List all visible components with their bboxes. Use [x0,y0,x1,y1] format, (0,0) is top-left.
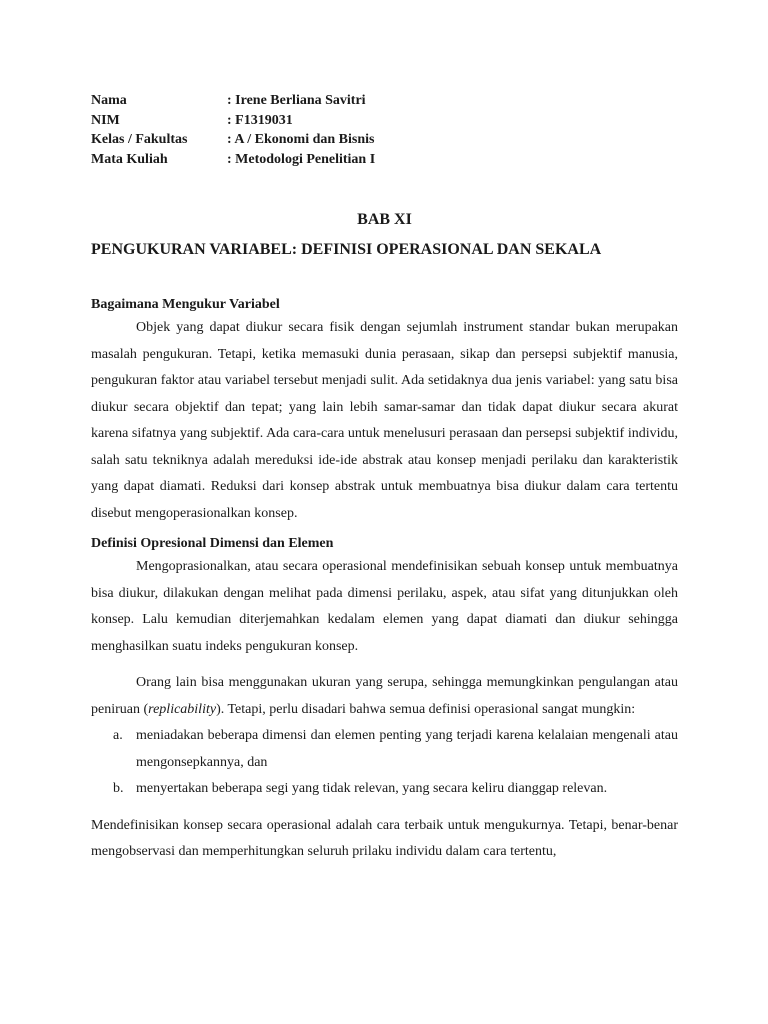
list-marker: a. [113,728,123,743]
chapter-title: PENGUKURAN VARIABEL: DEFINISI OPERASIONAL DAN SEKALA [91,241,602,258]
section1-paragraph: Objek yang dapat diukur secara fisik dengan sejumlah instrument standar bukan merupakan masalah pengukuran. Tetapi, ketika memasuki dunia perasaan, sikap dan persepsi subjektif manusia, pengukuran faktor atau variabel tersebut menjadi sulit. Ada setidaknya dua jenis variabel: yang satu bisa diukur secara objektif dan tepat; yang lain lebih samar-samar dan tidak dapat diukur secara akurat karena sifatnya yang subjektif. Ada cara-cara untuk menelusuri perasaan dan persepsi subjektif individu, salah satu tekniknya adalah mereduksi ide-ide abstrak atau konsep menjadi perilaku dan karakteristik yang dapat diamati. Reduksi dari konsep abstrak untuk membuatnya bisa diukur dalam cara tertentu disebut mengoperasionalkan konsep. [91,320,678,521]
student-identity-block [91,91,678,169]
section2-paragraph-2 [91,670,678,723]
replicability-term: replicability [148,701,217,717]
identity-label-nim: NIM [91,112,120,128]
list-item [91,776,678,803]
identity-label-kelas: Kelas / Fakultas [91,132,188,147]
paragraph2-text-after: ). Tetapi, perlu disadari bahwa semua definisi operasional sangat mungkin: [216,701,636,717]
list-item-text: meniadakan beberapa dimensi dan elemen penting yang terjadi karena kelalaian mengenali atau mengonsepkannya, dan [136,728,678,770]
section2-paragraph-3: Mendefinisikan konsep secara operasional adalah cara terbaik untuk mengukurnya. Tetapi, benar-benar mengobservasi dan memperhitungkan seluruh prilaku individu dalam cara tertentu, [91,817,678,859]
identity-label-mata-kuliah: Mata Kuliah [91,151,168,167]
list-item-text: menyertakan beberapa segi yang tidak relevan, yang secara keliru dianggap relevan. [136,781,608,796]
list-marker: b. [113,781,124,796]
section-heading-definisi-operasional: Definisi Opresional Dimensi dan Elemen [91,536,334,551]
chapter-number: BAB XI [357,211,412,228]
identity-value-kelas: : A / Ekonomi dan Bisnis [227,130,678,150]
document-page [91,91,678,866]
identity-value-nama: : Irene Berliana Savitri [227,91,678,111]
identity-value-nim: : F1319031 [227,111,678,131]
operational-definition-list [91,723,678,803]
identity-label-nama: Nama [91,93,127,108]
paragraph2-text-before: Orang lain bisa menggunakan ukuran yang serupa, sehingga memungkinkan pengulangan atau peniruan ( [91,675,678,717]
identity-value-mata-kuliah: : Metodologi Penelitian I [227,150,678,170]
section-heading-mengukur-variabel: Bagaimana Mengukur Variabel [91,297,280,312]
list-item [91,723,678,776]
section2-paragraph-1: Mengoprasionalkan, atau secara operasional mendefinisikan sebuah konsep untuk membuatnya bisa diukur, dilakukan dengan melihat pada dimensi perilaku, aspek, atau sifat yang ditunjukkan oleh konsep. Lalu kemudian diterjemahkan kedalam elemen yang dapat diamati dan diukur sehingga menghasilkan suatu indeks pengukuran konsep. [91,559,678,654]
